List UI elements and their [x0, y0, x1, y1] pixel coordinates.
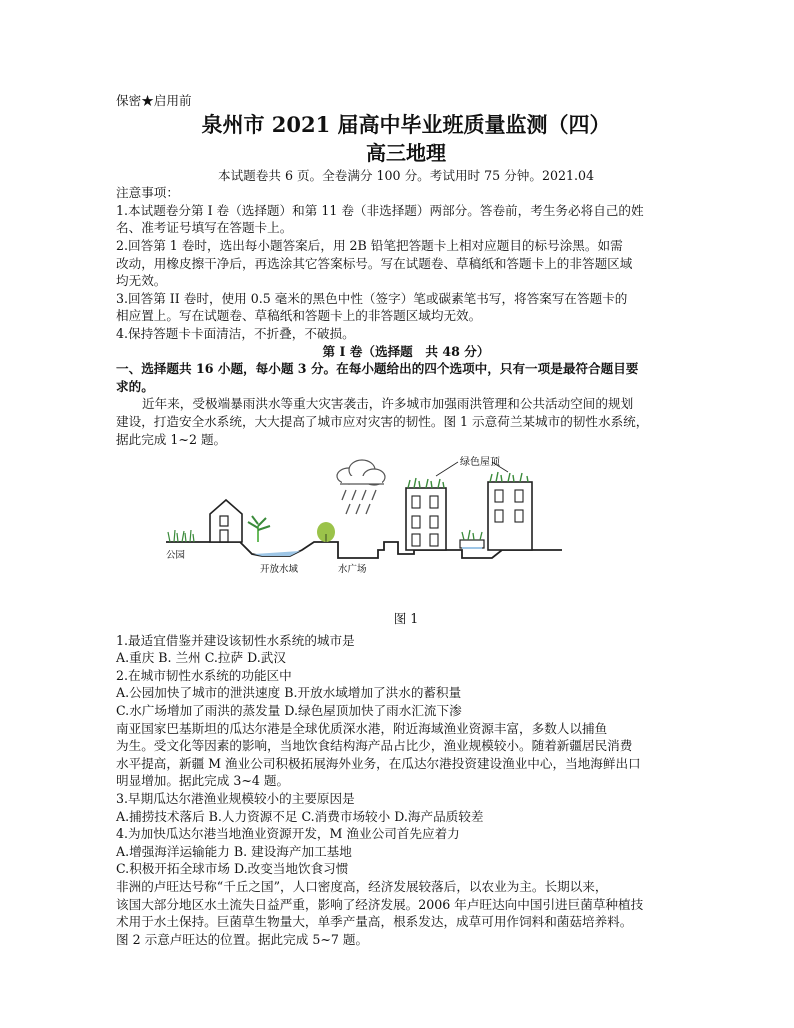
note-line: 改动，用橡皮擦干净后，再选涂其它答案标号。写在试题卷、草稿纸和答题卡上的非答题区域 [116, 255, 633, 271]
building-icon [406, 478, 446, 550]
exam-page [116, 92, 696, 948]
question-line: A.公园加快了城市的泄洪速度 B.开放水域增加了洪水的蓄积量 [116, 685, 462, 701]
exam-title: 泉州市 2021 届高中毕业班质量监测（四） [201, 111, 611, 137]
question-line: A.重庆 B. 兰州 C.拉萨 D.武汉 [116, 650, 286, 666]
shrub-icon [317, 522, 335, 542]
question-line: 非洲的卢旺达号称“千丘之国”，人口密度高，经济发展较落后，以农业为主。长期以来， [116, 879, 608, 894]
secret-mark: 保密★启用前 [116, 93, 192, 108]
questions [116, 632, 696, 949]
label-park: 公园 [166, 550, 186, 562]
note-line: 相应置上。写在试题卷、草稿纸和答题卡上的非答题区域均无效。 [116, 308, 482, 324]
park-grass [168, 530, 194, 542]
question-line: 明显增加。据此完成 3~4 题。 [116, 773, 290, 789]
figure-1 [116, 454, 696, 606]
notes-heading: 注意事项： [116, 185, 179, 201]
exam-subtitle: 高三地理 [366, 140, 446, 165]
question-line: 术用于水土保持。巨菌草生物量大，单季产量高，根系发达，成草可用作饲料和菌菇培养料。 [116, 914, 633, 930]
question-line: A.增强海洋运输能力 B. 建设海产加工基地 [116, 843, 352, 859]
note-line: 4.保持答题卡卡面清洁，不折叠，不破损。 [116, 325, 355, 341]
tree-icon [248, 516, 270, 542]
note-line: 均无效。 [116, 273, 167, 289]
section-instruction: 求的。 [116, 378, 154, 394]
question-line: A.捕捞技术落后 B.人力资源不足 C.消费市场较小 D.海产品质较差 [116, 808, 484, 824]
question-line: 该国大部分地区水土流失日益严重，影响了经济发展。2006 年卢旺达向中国引进巨菌草种植技 [116, 896, 644, 912]
passage-line: 建设，打造安全水系统，大大提高了城市应对灾害的韧性。图 1 示意荷兰某城市的韧性水系统， [116, 413, 649, 429]
question-line: 2.在城市韧性水系统的功能区中 [116, 667, 292, 683]
question-line: C.水广场增加了雨洪的蒸发量 D.绿色屋顶加快了雨水汇流下渗 [116, 703, 462, 719]
question-line: 为生。受文化等因素的影响，当地饮食结构海产品占比少，渔业规模较小。随着新疆居民消费 [116, 738, 633, 754]
passage-line: 近年来，受极端暴雨洪水等重大灾害袭击，许多城市加强雨洪管理和公共活动空间的规划 [142, 396, 634, 412]
section-instruction: 一、选择题共 16 小题，每小题 3 分。在每小题给出的四个选项中，只有一项是最符合题目要 [116, 361, 639, 377]
label-open-water: 开放水域 [260, 564, 299, 576]
label-water-square: 水广场 [338, 564, 367, 576]
question-line: C.积极开拓全球市场 D.改变当地饮食习惯 [116, 861, 349, 877]
note-line: 2.回答第 1 卷时，选出每小题答案后，用 2B 铅笔把答题卡上相对应题目的标号涂黑。如需 [116, 237, 623, 253]
question-line: 1.最适宜借鉴并建设该韧性水系统的城市是 [116, 632, 355, 648]
notes-list [116, 202, 696, 343]
note-line: 1.本试题卷分第 I 卷（选择题）和第 11 卷（非选择题）两部分。答卷前，考生务必将自己的姓 [116, 202, 644, 218]
question-line: 4.为加快瓜达尔港当地渔业资源开发，M 渔业公司首先应着力 [116, 826, 460, 842]
question-line: 3.早期瓜达尔港渔业规模较小的主要原因是 [116, 791, 355, 807]
exam-info: 本试题卷共 6 页。全卷满分 100 分。考试用时 75 分钟。2021.04 [217, 167, 595, 183]
figure-caption: 图 1 [393, 611, 419, 627]
resilient-water-system-diagram [162, 454, 562, 604]
label-green-roof: 绿色屋顶 [460, 457, 500, 469]
cloud-icon [337, 460, 385, 485]
building-icon [488, 472, 532, 550]
note-line: 3.回答第 II 卷时，使用 0.5 毫米的黑色中性（签字）笔或碳素笔书写，将答案写在答题卡的 [116, 290, 628, 306]
passage-line: 据此完成 1~2 题。 [116, 431, 227, 447]
house-icon [210, 500, 242, 542]
note-line: 名、准考证号填写在答题卡上。 [116, 220, 293, 236]
question-line: 南亚国家巴基斯坦的瓜达尔港是全球优质深水港，附近海域渔业资源丰富，多数人以捕鱼 [116, 720, 608, 736]
section-title: 第 I 卷（选择题 共 48 分） [322, 343, 490, 359]
question-line: 图 2 示意卢旺达的位置。据此完成 5~7 题。 [116, 931, 369, 947]
planter-icon [460, 530, 484, 548]
rain-icon [342, 490, 376, 514]
question-line: 水平提高，新疆 M 渔业公司积极拓展海外业务，在瓜达尔港投资建设渔业中心，当地海鲜出口 [116, 755, 641, 771]
